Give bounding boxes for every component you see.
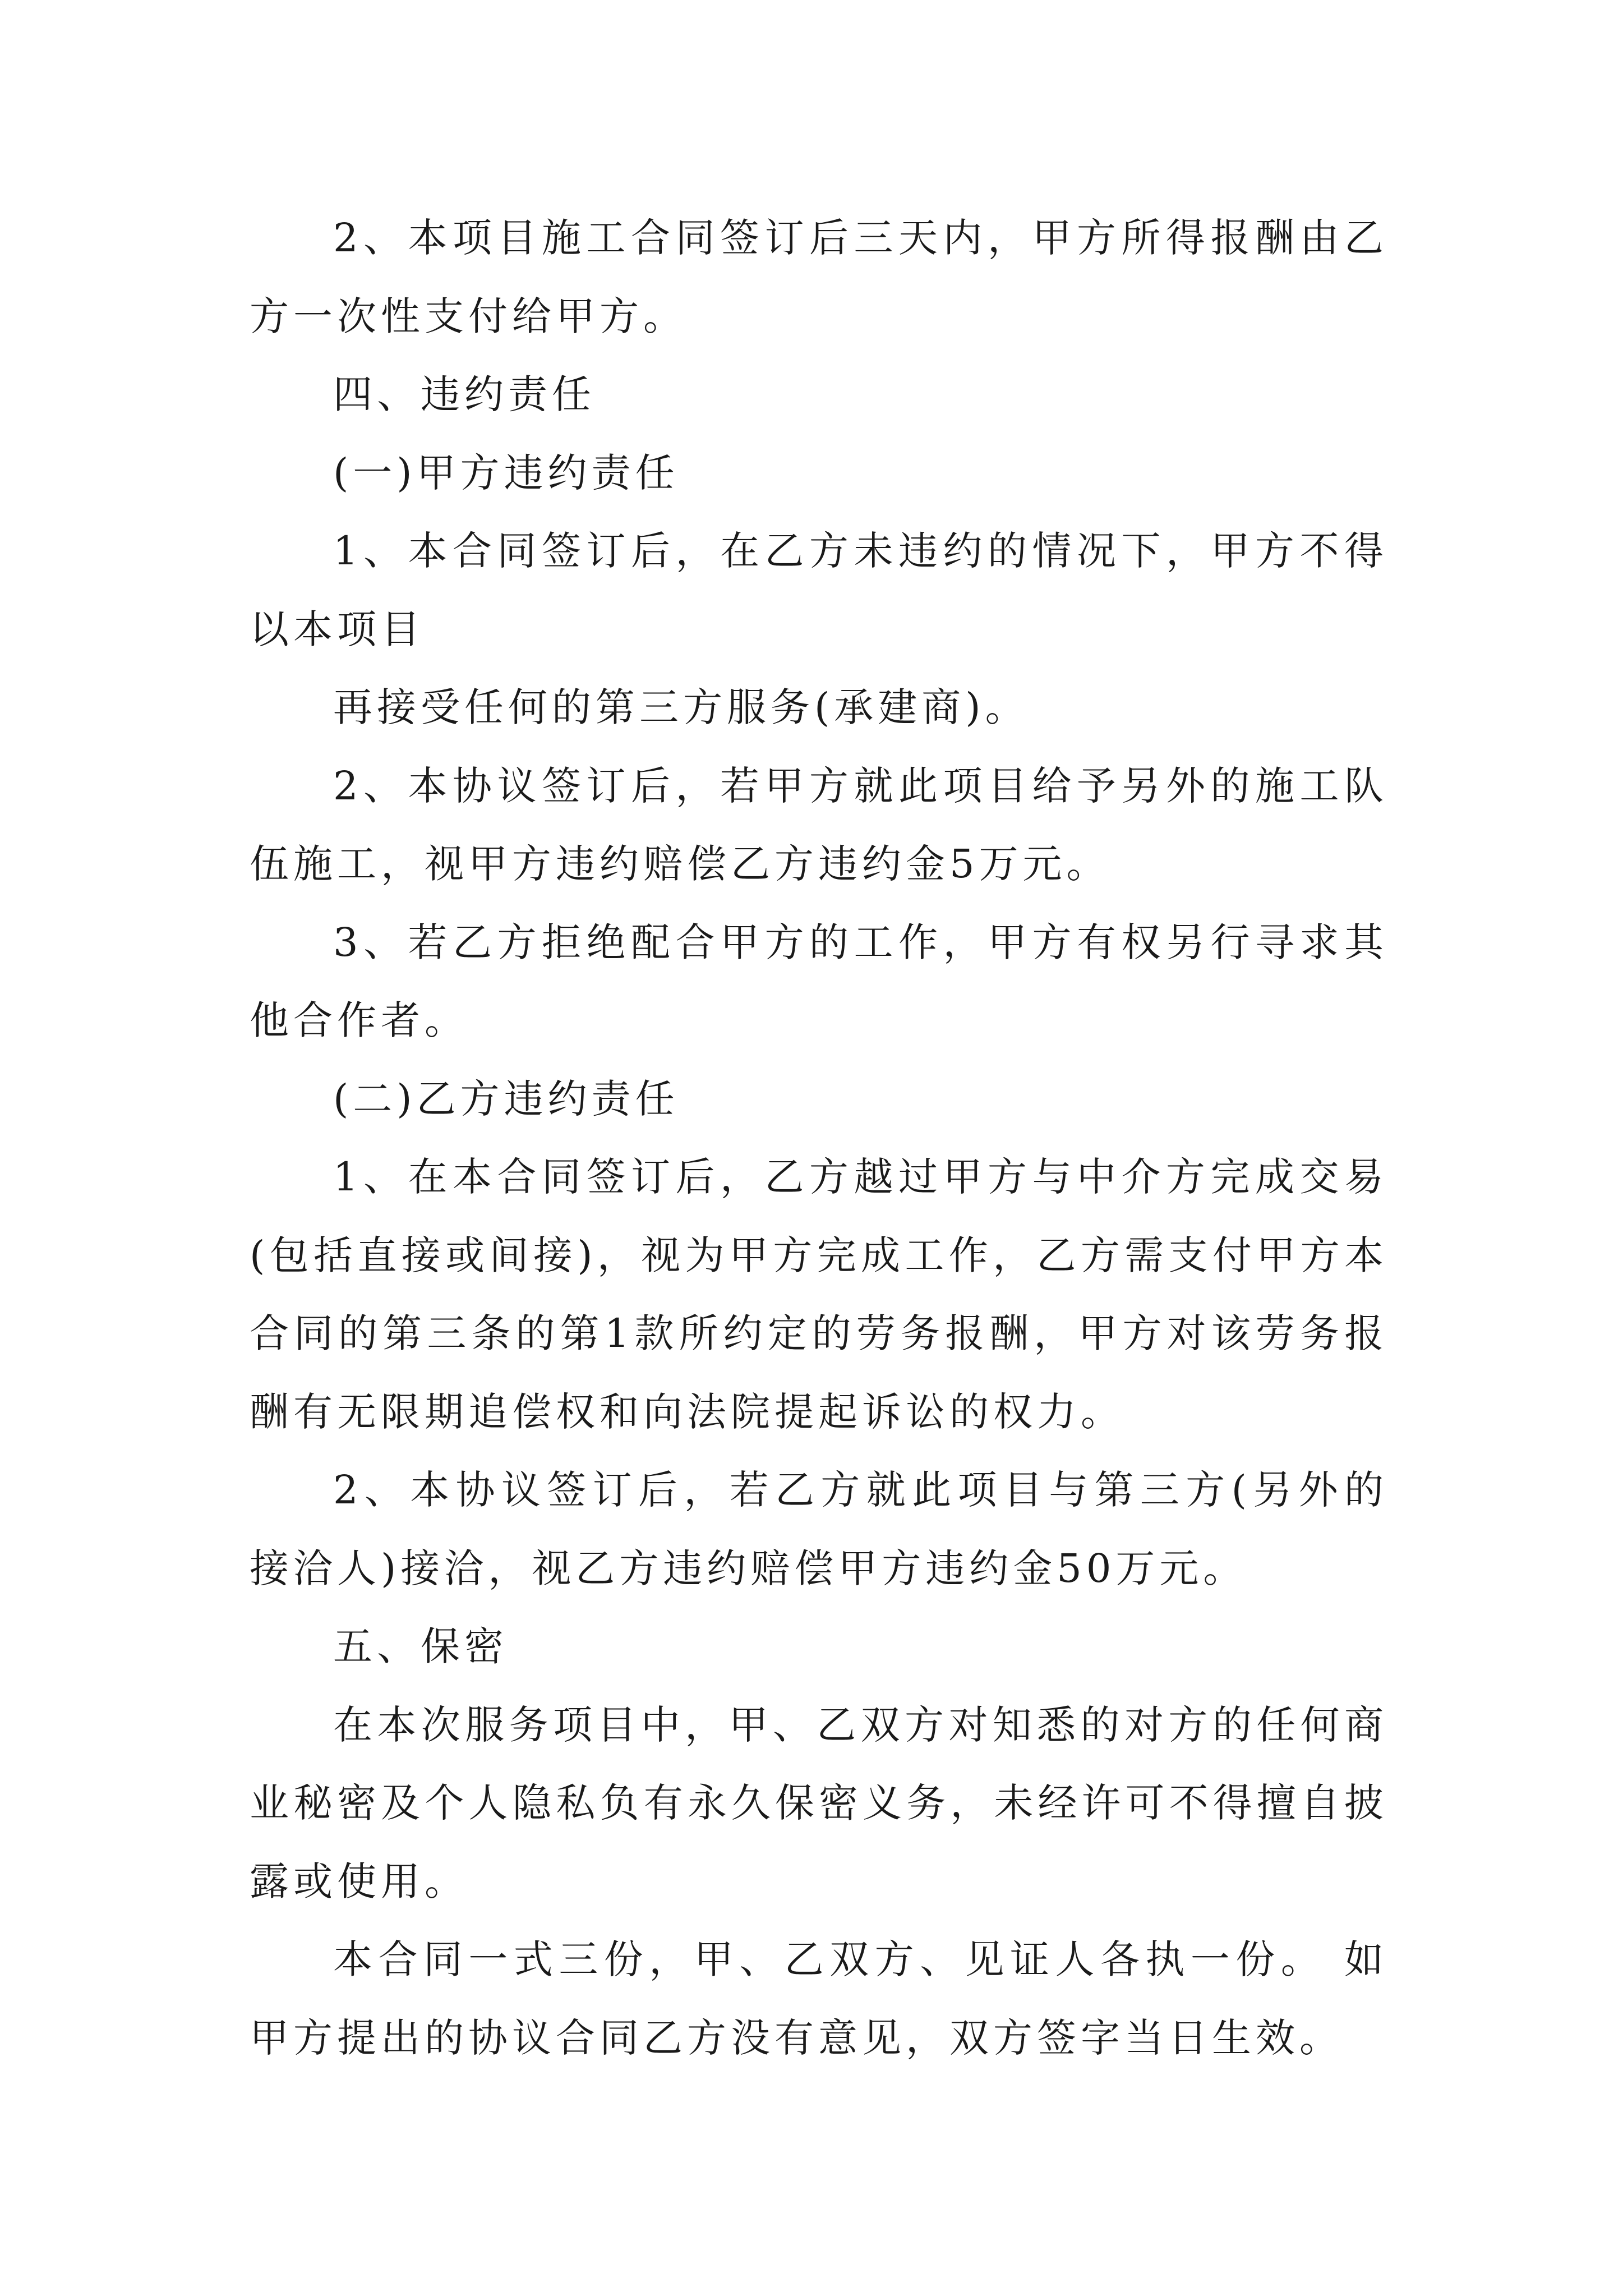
section-heading-breach-liability: 四、违约责任 — [333, 371, 596, 417]
subsection-heading-party-b-breach: (二)乙方违约责任 — [333, 1075, 679, 1122]
paragraph-copies-and-effectiveness: 本合同一式三份，甲、乙双方、见证人各执一份。 如甲方提出的协议合同乙方没有意见，双方签字当日生效。 — [250, 1936, 1388, 2061]
paragraph-party-b-breach-2: 2、本协议签订后，若乙方就此项目与第三方(另外的接洽人)接洽，视乙方违约赔偿甲方违约金50万元。 — [250, 1467, 1388, 1591]
paragraph-confidentiality: 在本次服务项目中，甲、乙双方对知悉的对方的任何商业秘密及个人隐私负有永久保密义务，未经许可不得擅自披露或使用。 — [250, 1701, 1388, 1904]
paragraph-party-a-breach-1-continued: 再接受任何的第三方服务(承建商)。 — [333, 684, 1029, 730]
section-heading-confidentiality: 五、保密 — [333, 1623, 508, 1669]
subsection-heading-party-a-breach: (一)甲方违约责任 — [333, 449, 679, 496]
paragraph-party-a-breach-3: 3、若乙方拒绝配合甲方的工作，甲方有权另行寻求其他合作者。 — [250, 919, 1388, 1043]
paragraph-party-a-breach-1: 1、本合同签订后，在乙方未违约的情况下，甲方不得以本项目 — [250, 528, 1388, 652]
paragraph-party-a-breach-2: 2、本协议签订后，若甲方就此项目给予另外的施工队伍施工，视甲方违约赔偿乙方违约金5万元。 — [250, 762, 1388, 887]
paragraph-party-b-breach-1: 1、在本合同签订后，乙方越过甲方与中介方完成交易(包括直接或间接)，视为甲方完成工作，乙方需支付甲方本合同的第三条的第1款所约定的劳务报酬，甲方对该劳务报酬有无限期追偿权和向法院提起诉讼的权力。 — [250, 1154, 1388, 1435]
document-body — [250, 199, 1388, 2077]
paragraph-payment-clause-2: 2、本项目施工合同签订后三天内，甲方所得报酬由乙方一次性支付给甲方。 — [250, 215, 1388, 339]
